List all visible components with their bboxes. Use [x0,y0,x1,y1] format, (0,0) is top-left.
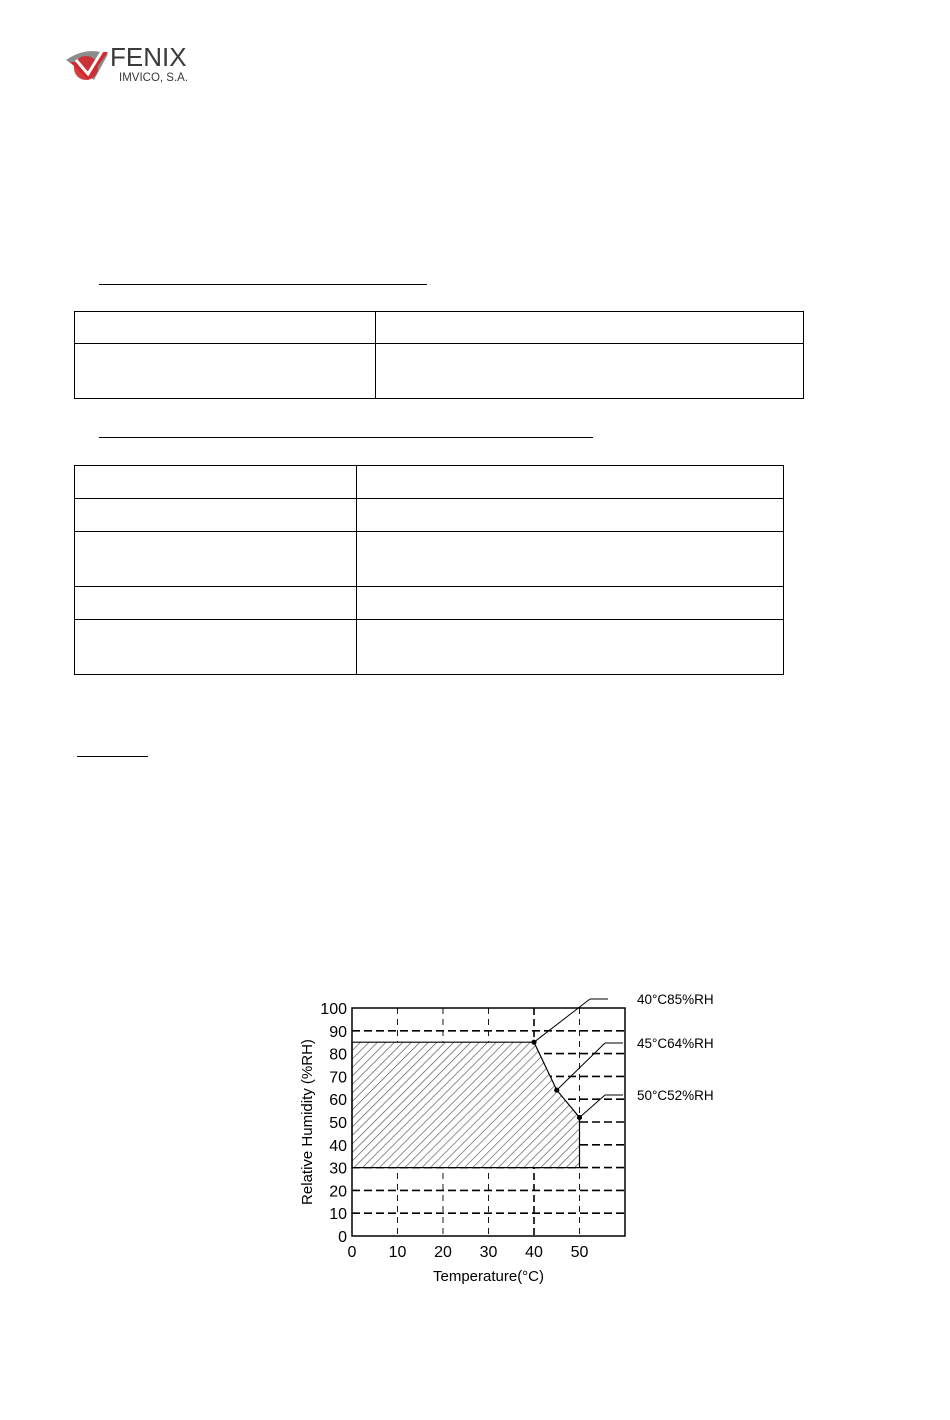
x-tick-label: 10 [388,1244,407,1261]
y-tick-label: 100 [320,1001,347,1018]
y-tick-label: 60 [329,1092,347,1110]
table-row [75,499,784,532]
table-row [75,344,804,399]
x-tick-label: 40 [525,1244,543,1261]
y-tick-label: 0 [338,1229,347,1246]
annotation-label: 45°C64%RH [637,1036,714,1051]
annotation-point [531,1040,536,1045]
table-cell [357,587,784,620]
annotation-point [577,1115,582,1120]
logo-company-text: IMVICO, S.A. [119,72,189,84]
section-heading-underline-3 [77,756,148,757]
y-axis-label: Relative Humidity (%RH) [299,1039,316,1205]
annotation-leader-line [534,999,590,1042]
table-cell [357,466,784,499]
table-cell [75,499,357,532]
table-row [75,466,784,499]
logo-mark-icon [66,48,108,80]
annotation-leader-line [557,1043,605,1090]
section-heading-underline-1 [99,284,427,285]
table-row [75,620,784,675]
y-tick-label: 70 [329,1069,347,1087]
annotation-label: 40°C85%RH [637,992,714,1007]
y-tick-label: 80 [329,1046,347,1064]
y-tick-label: 90 [329,1023,347,1041]
table-row [75,312,804,344]
table-cell [75,344,376,399]
x-axis-label: Temperature(°C) [432,1268,545,1285]
company-logo [64,38,214,88]
table-cell [357,620,784,675]
spec-table-2 [74,465,784,675]
logo-brand-text: FENIX [110,42,187,72]
y-tick-label: 50 [329,1115,347,1132]
operating-region [352,1042,580,1167]
x-tick-label: 30 [479,1244,498,1261]
y-tick-label: 10 [329,1206,347,1224]
table-cell [75,466,357,499]
annotation-point [554,1087,559,1092]
annotation-label: 50°C52%RH [637,1088,714,1103]
y-tick-label: 20 [329,1183,347,1201]
table-cell [357,532,784,587]
section-heading-underline-2 [99,437,593,438]
table-cell [75,312,376,344]
x-tick-label: 0 [347,1244,357,1261]
humidity-temperature-chart [290,985,730,1290]
x-tick-label: 20 [434,1244,452,1261]
table-cell [376,344,804,399]
table-cell [75,532,357,587]
y-tick-label: 30 [329,1160,347,1178]
table-cell [357,499,784,532]
table-row [75,587,784,620]
x-tick-label: 50 [570,1244,589,1261]
annotation-leader-line [580,1095,606,1117]
table-cell [75,587,357,620]
table-cell [376,312,804,344]
table-row [75,532,784,587]
spec-table-1 [74,311,804,399]
table-cell [75,620,357,675]
y-tick-label: 40 [329,1137,347,1155]
